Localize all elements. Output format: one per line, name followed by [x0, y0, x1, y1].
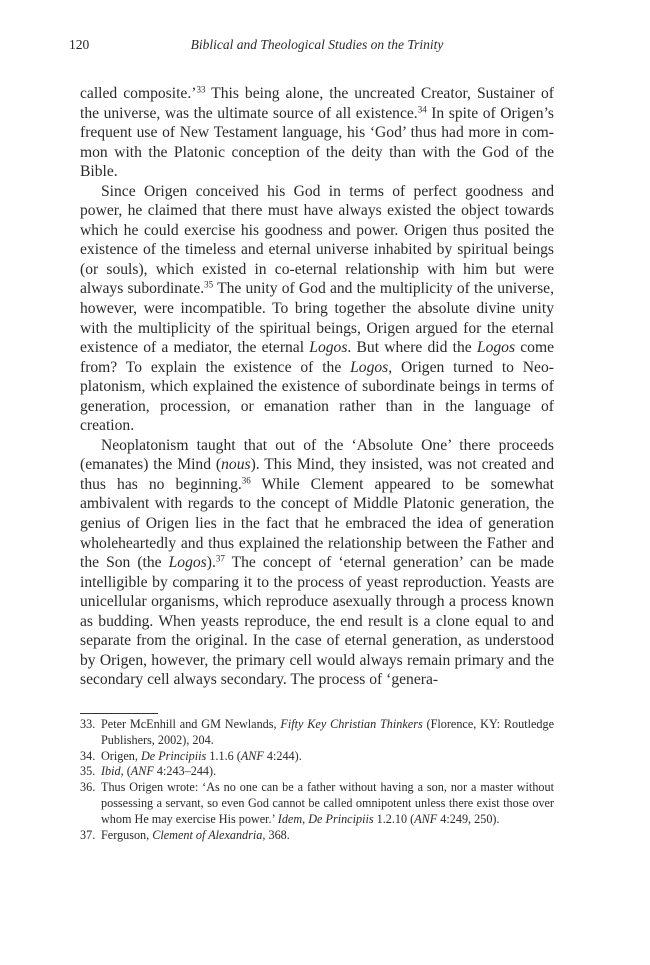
text-run: Thus Origen wrote: ‘As no one can be a father without having a son, nor a master without possessing a servant, so even God cannot be called omnipotent unless there exist those over whom He may exercise His power.’ [101, 780, 554, 826]
text-run: (Florence, KY: Routledge Publishers, 2002), 204. [101, 717, 554, 747]
italic-text: ANF [414, 811, 438, 826]
text-run: The concept of ‘eternal generation’ can be made intelligible by comparing it to the process of yeast reproduction. Yeasts are unicellular organisms, which reproduce asexually through a process known as budding. When yeasts reproduce, the end result is a clone equal to and separate from the original. In the case of eternal generation, as understood by Origen, however, the primary cell would always remain primary and the secondary cell always secondary. The process of ‘genera- [80, 554, 554, 689]
paragraph [80, 436, 554, 690]
footnote-text [101, 717, 554, 749]
italic-text: Ibid [101, 764, 121, 779]
footnote [80, 780, 554, 827]
italic-text: De Principiis [140, 748, 207, 763]
footnote-text [101, 828, 554, 844]
text-run: ). This Mind, they insisted, was not created and thus has no beginning. [80, 456, 554, 493]
text-run: . But where did the [347, 339, 477, 357]
text-run: come from? To explain the existence of the [80, 339, 554, 376]
text-run: Neoplatonism taught that out of the ‘Absolute One’ there proceeds (emanates) the Mind ( [80, 436, 554, 474]
text-run: ). [206, 554, 216, 572]
text-run: , Origen turned to Neoplatonism, which explained the existence of subordinate beings in terms of generation, procession, or emanation rather than in the language of creation. [80, 358, 554, 435]
footnote-ref[interactable]: 36 [241, 475, 251, 486]
text-run: called composite.’ [80, 85, 197, 102]
paragraph [80, 84, 554, 182]
body-text [80, 84, 554, 690]
footnote-rule [80, 713, 158, 714]
text-run: Peter McEnhill and GM Newlands, [101, 717, 281, 731]
italic-text: Logos [350, 358, 389, 376]
footnote-text [101, 749, 554, 765]
text-run: While Clement appeared to be somewhat ambivalent with regards to the concept of Middle Platonic generation, the genius of Origen lies in the fact that he embraced the idea of generation wholeheartedly and thus explained the relationship between the Father and the Son (the [80, 475, 554, 572]
footnote-number: 34. [80, 748, 96, 763]
footnote [80, 764, 554, 780]
italic-text: ANF [130, 764, 154, 779]
text-run: Ferguson, [101, 827, 153, 842]
footnote-number: 35. [80, 764, 96, 779]
italic-text: Logos [309, 339, 348, 357]
italic-text: Clement of Alexandria [152, 827, 263, 842]
text-run: 4:244). [263, 748, 302, 763]
text-run: , [302, 811, 309, 826]
text-run: The unity of God and the multiplicity of the universe, however, were incompatible. To bring together the absolute divine unity with the multiplicity of the spiritual beings, Origen argued for the eternal existence of a mediator, the eternal [80, 280, 554, 357]
footnote-ref[interactable]: 34 [417, 104, 427, 115]
italic-text: Fifty Key Christian Thinkers [280, 717, 423, 731]
footnote-text [101, 764, 554, 780]
footnote [80, 717, 554, 749]
text-run: 1.2.10 ( [373, 811, 415, 826]
italic-text: ANF [240, 748, 264, 763]
italic-text: Idem [277, 811, 303, 826]
footnotes [80, 717, 554, 843]
italic-text: Logos [168, 554, 207, 572]
italic-text: nous [221, 456, 251, 474]
running-header [0, 37, 650, 57]
footnote [80, 749, 554, 765]
footnote-ref[interactable]: 35 [204, 280, 214, 291]
footnote-ref[interactable]: 37 [215, 553, 225, 564]
text-run: , 368. [262, 827, 290, 842]
text-run: This being alone, the uncreated Creator, Sustainer of the universe, was the ultimate source of all existence. [80, 85, 555, 122]
page-number: 120 [69, 37, 90, 52]
paragraph [80, 182, 554, 436]
footnote-number: 36. [80, 780, 96, 795]
footnote-number: 37. [80, 827, 96, 842]
text-run: Since Origen conceived his God in terms of perfect goodness and power, he claimed that there must have always existed the object towards which he could exercise his goodness and power. Origen thus posited the existence of the timeless and eternal universe inhabited by spiritual beings (or souls), which existed in co-eternal relationship with him but were always subordinate. [80, 182, 554, 298]
footnote-ref[interactable]: 33 [196, 84, 206, 95]
running-title: Biblical and Theological Studies on the Trinity [190, 37, 444, 52]
text-run: 4:243–244). [153, 764, 217, 779]
footnote-number: 33. [80, 717, 96, 731]
text-run: Origen, [101, 748, 141, 763]
italic-text: De Principiis [308, 811, 374, 826]
text-run: , ( [120, 764, 131, 779]
text-run: In spite of Origen’s frequent use of New Testament language, his ‘God’ thus had more in common with the Platonic conception of the deity than with the God of the Bible. [80, 104, 554, 181]
text-run: 4:249, 250). [437, 811, 500, 826]
footnote [80, 828, 554, 844]
text-run: 1.1.6 ( [206, 748, 241, 763]
italic-text: Logos [476, 339, 516, 357]
footnote-text [101, 780, 554, 827]
